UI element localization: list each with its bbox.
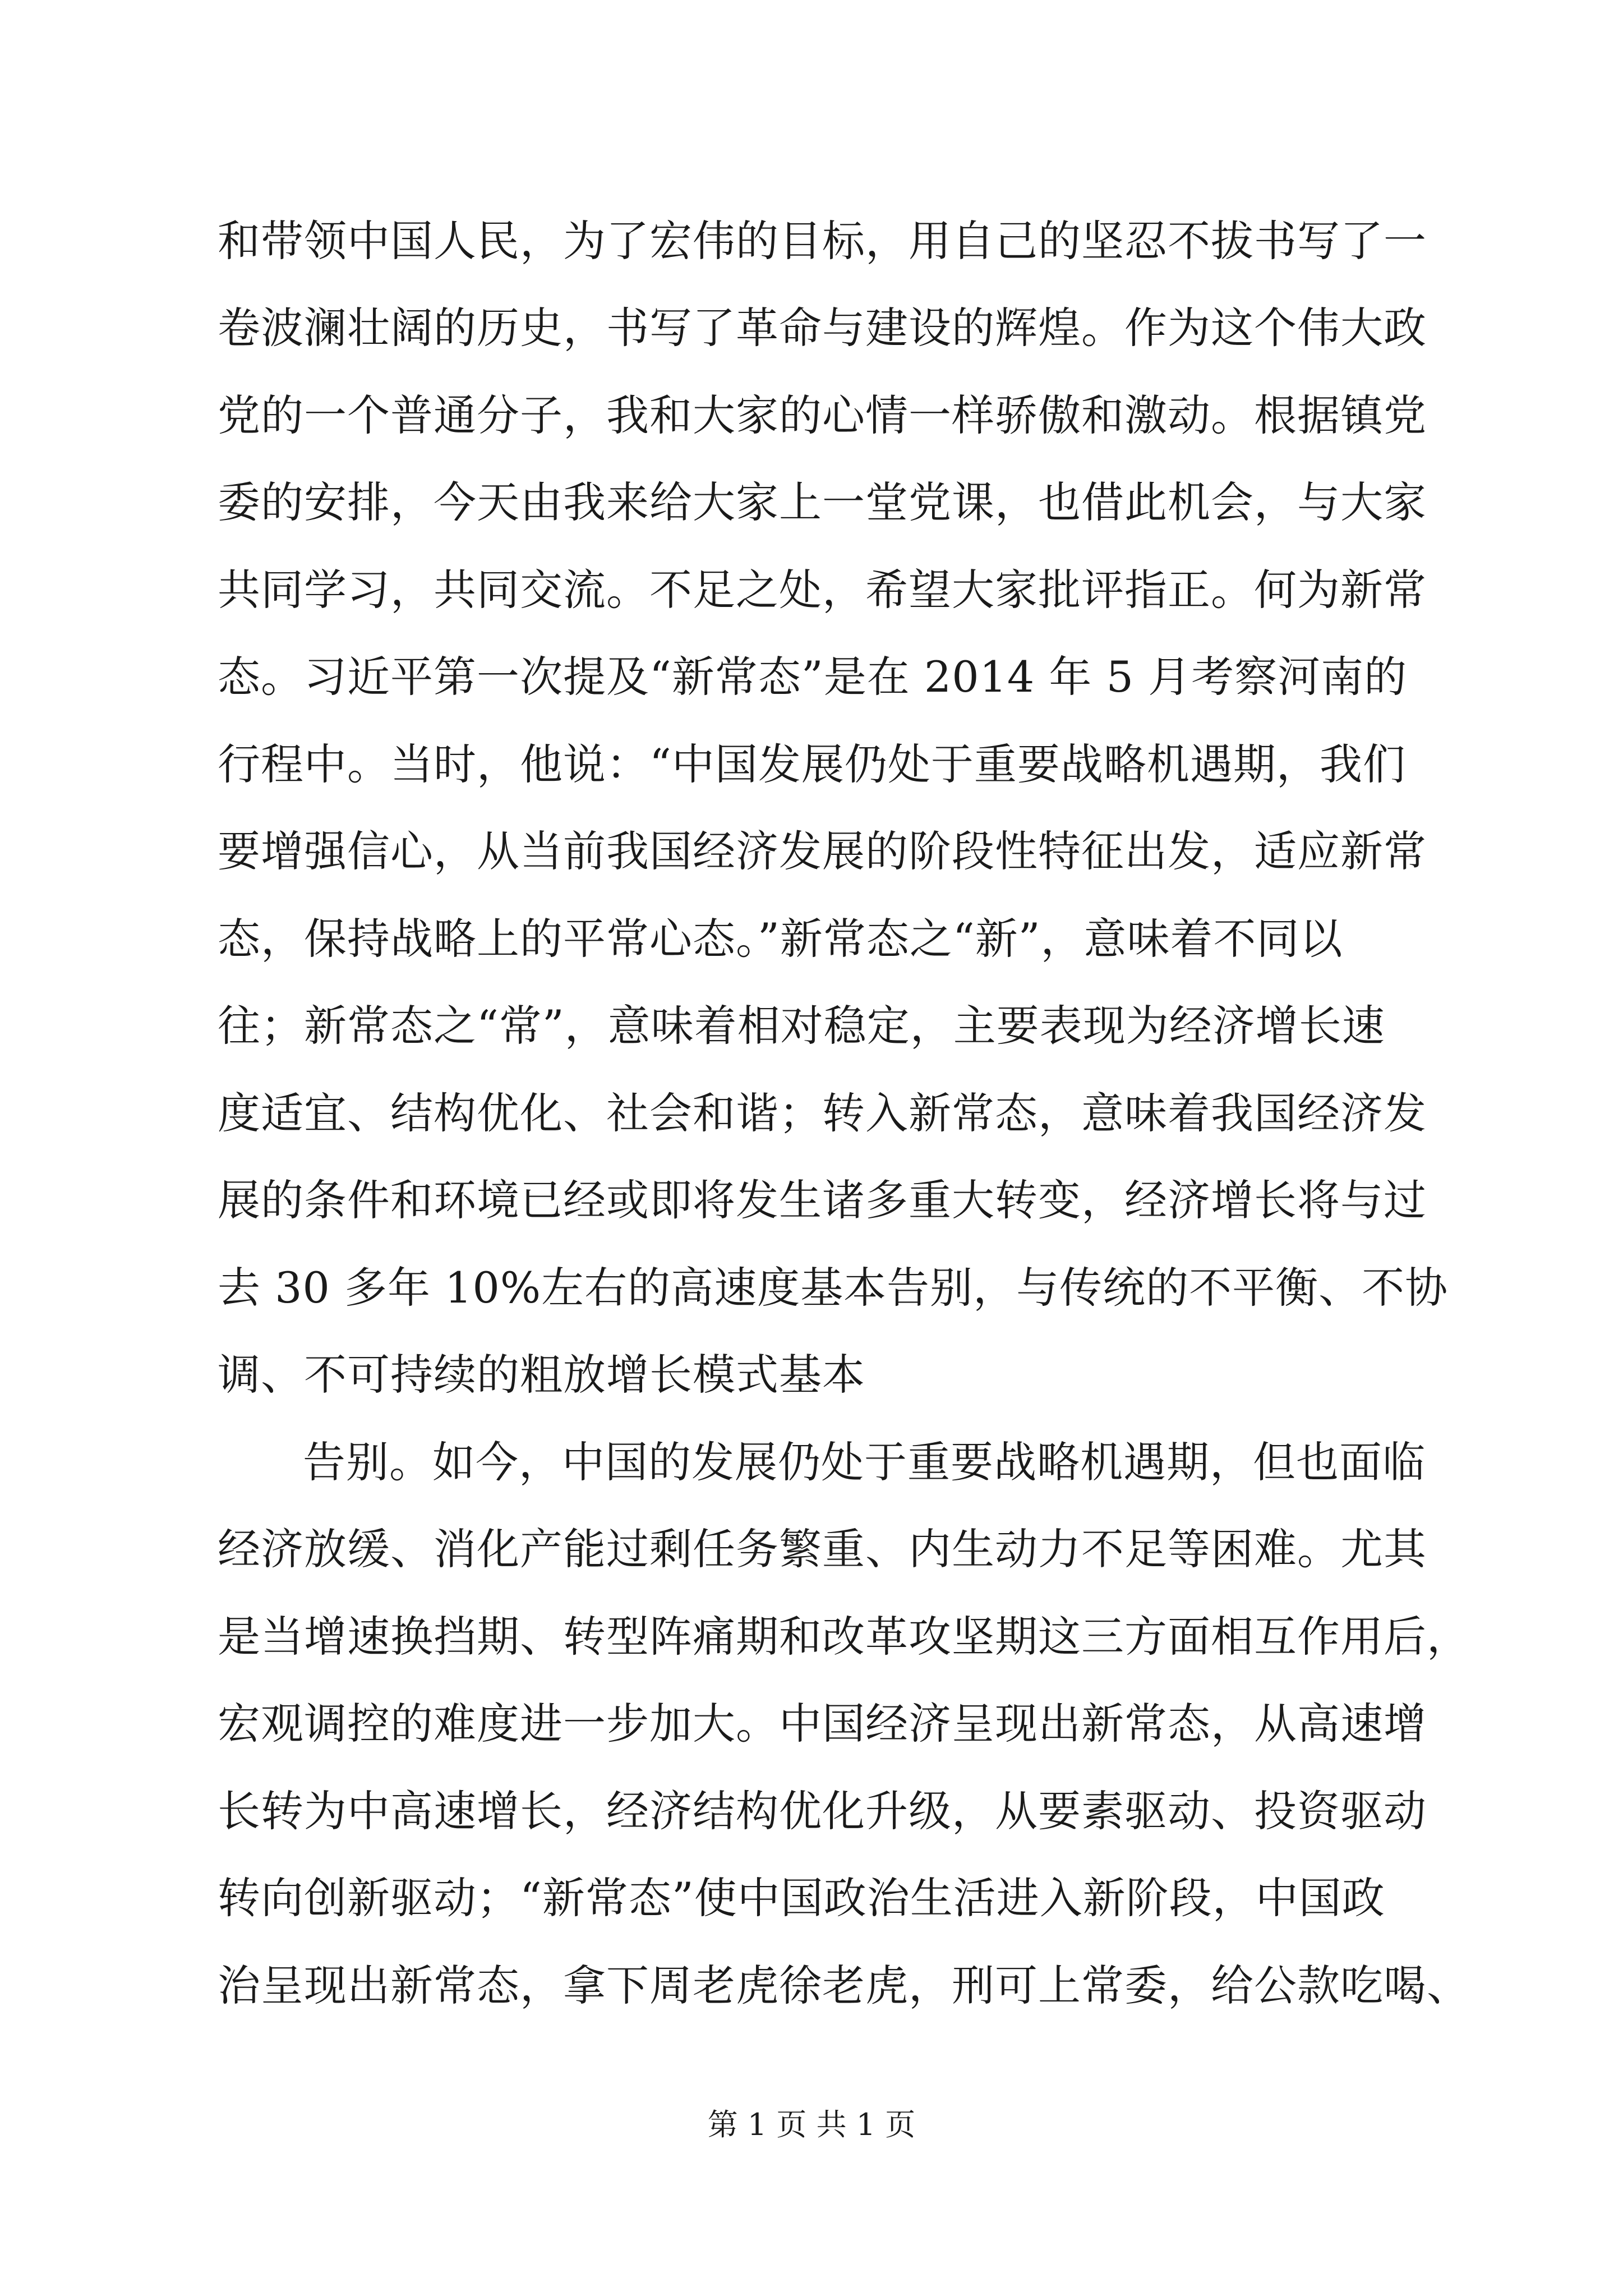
text-line: 宏观调控的难度进一步加大。中国经济呈现出新常态，从高速增 <box>218 1699 1427 1749</box>
text-line: 经济放缓、消化产能过剩任务繁重、内生动力不足等困难。尤其 <box>218 1524 1427 1574</box>
text-line: 共同学习，共同交流。不足之处，希望大家批评指正。何为新常 <box>218 565 1427 615</box>
text-line: 和带领中国人民，为了宏伟的目标，用自己的坚忍不拔书写了一 <box>218 216 1427 266</box>
text-line: 态，保持战略上的平常心态。”新常态之“新”，意味着不同以 <box>218 914 1343 964</box>
text-line: 往；新常态之“常”，意味着相对稳定，主要表现为经济增长速 <box>218 1001 1385 1051</box>
text-line: 治呈现出新常态，拿下周老虎徐老虎，刑可上常委，给公款吃喝、 <box>218 1961 1470 2010</box>
text-line: 长转为中高速增长，经济结构优化升级，从要素驱动、投资驱动 <box>218 1786 1427 1836</box>
text-line: 转向创新驱动；“新常态”使中国政治生活进入新阶段，中国政 <box>218 1873 1385 1923</box>
paragraph-first-line: 告别。如今，中国的发展仍处于重要战略机遇期，但也面临 <box>303 1437 1426 1487</box>
text-line: 展的条件和环境已经或即将发生诸多重大转变，经济增长将与过 <box>218 1175 1427 1225</box>
text-line: 委的安排，今天由我来给大家上一堂党课，也借此机会，与大家 <box>218 477 1427 527</box>
text-line: 态。习近平第一次提及“新常态”是在 2014 年 5 月考察河南的 <box>218 652 1408 702</box>
page-number-footer: 第 1 页 共 1 页 <box>707 2107 916 2142</box>
text-line: 去 30 多年 10%左右的高速度基本告别，与传统的不平衡、不协 <box>218 1263 1449 1313</box>
text-line: 卷波澜壮阔的历史，书写了革命与建设的辉煌。作为这个伟大政 <box>218 303 1427 353</box>
text-line: 是当增速换挡期、转型阵痛期和改革攻坚期这三方面相互作用后， <box>218 1612 1470 1662</box>
text-line: 度适宜、结构优化、社会和谐；转入新常态，意味着我国经济发 <box>218 1088 1427 1138</box>
text-line: 党的一个普通分子，我和大家的心情一样骄傲和激动。根据镇党 <box>218 390 1427 440</box>
text-line: 行程中。当时，他说：“中国发展仍处于重要战略机遇期，我们 <box>218 739 1406 789</box>
text-line: 调、不可持续的粗放增长模式基本 <box>218 1350 865 1400</box>
text-line: 要增强信心，从当前我国经济发展的阶段性特征出发，适应新常 <box>218 826 1427 876</box>
